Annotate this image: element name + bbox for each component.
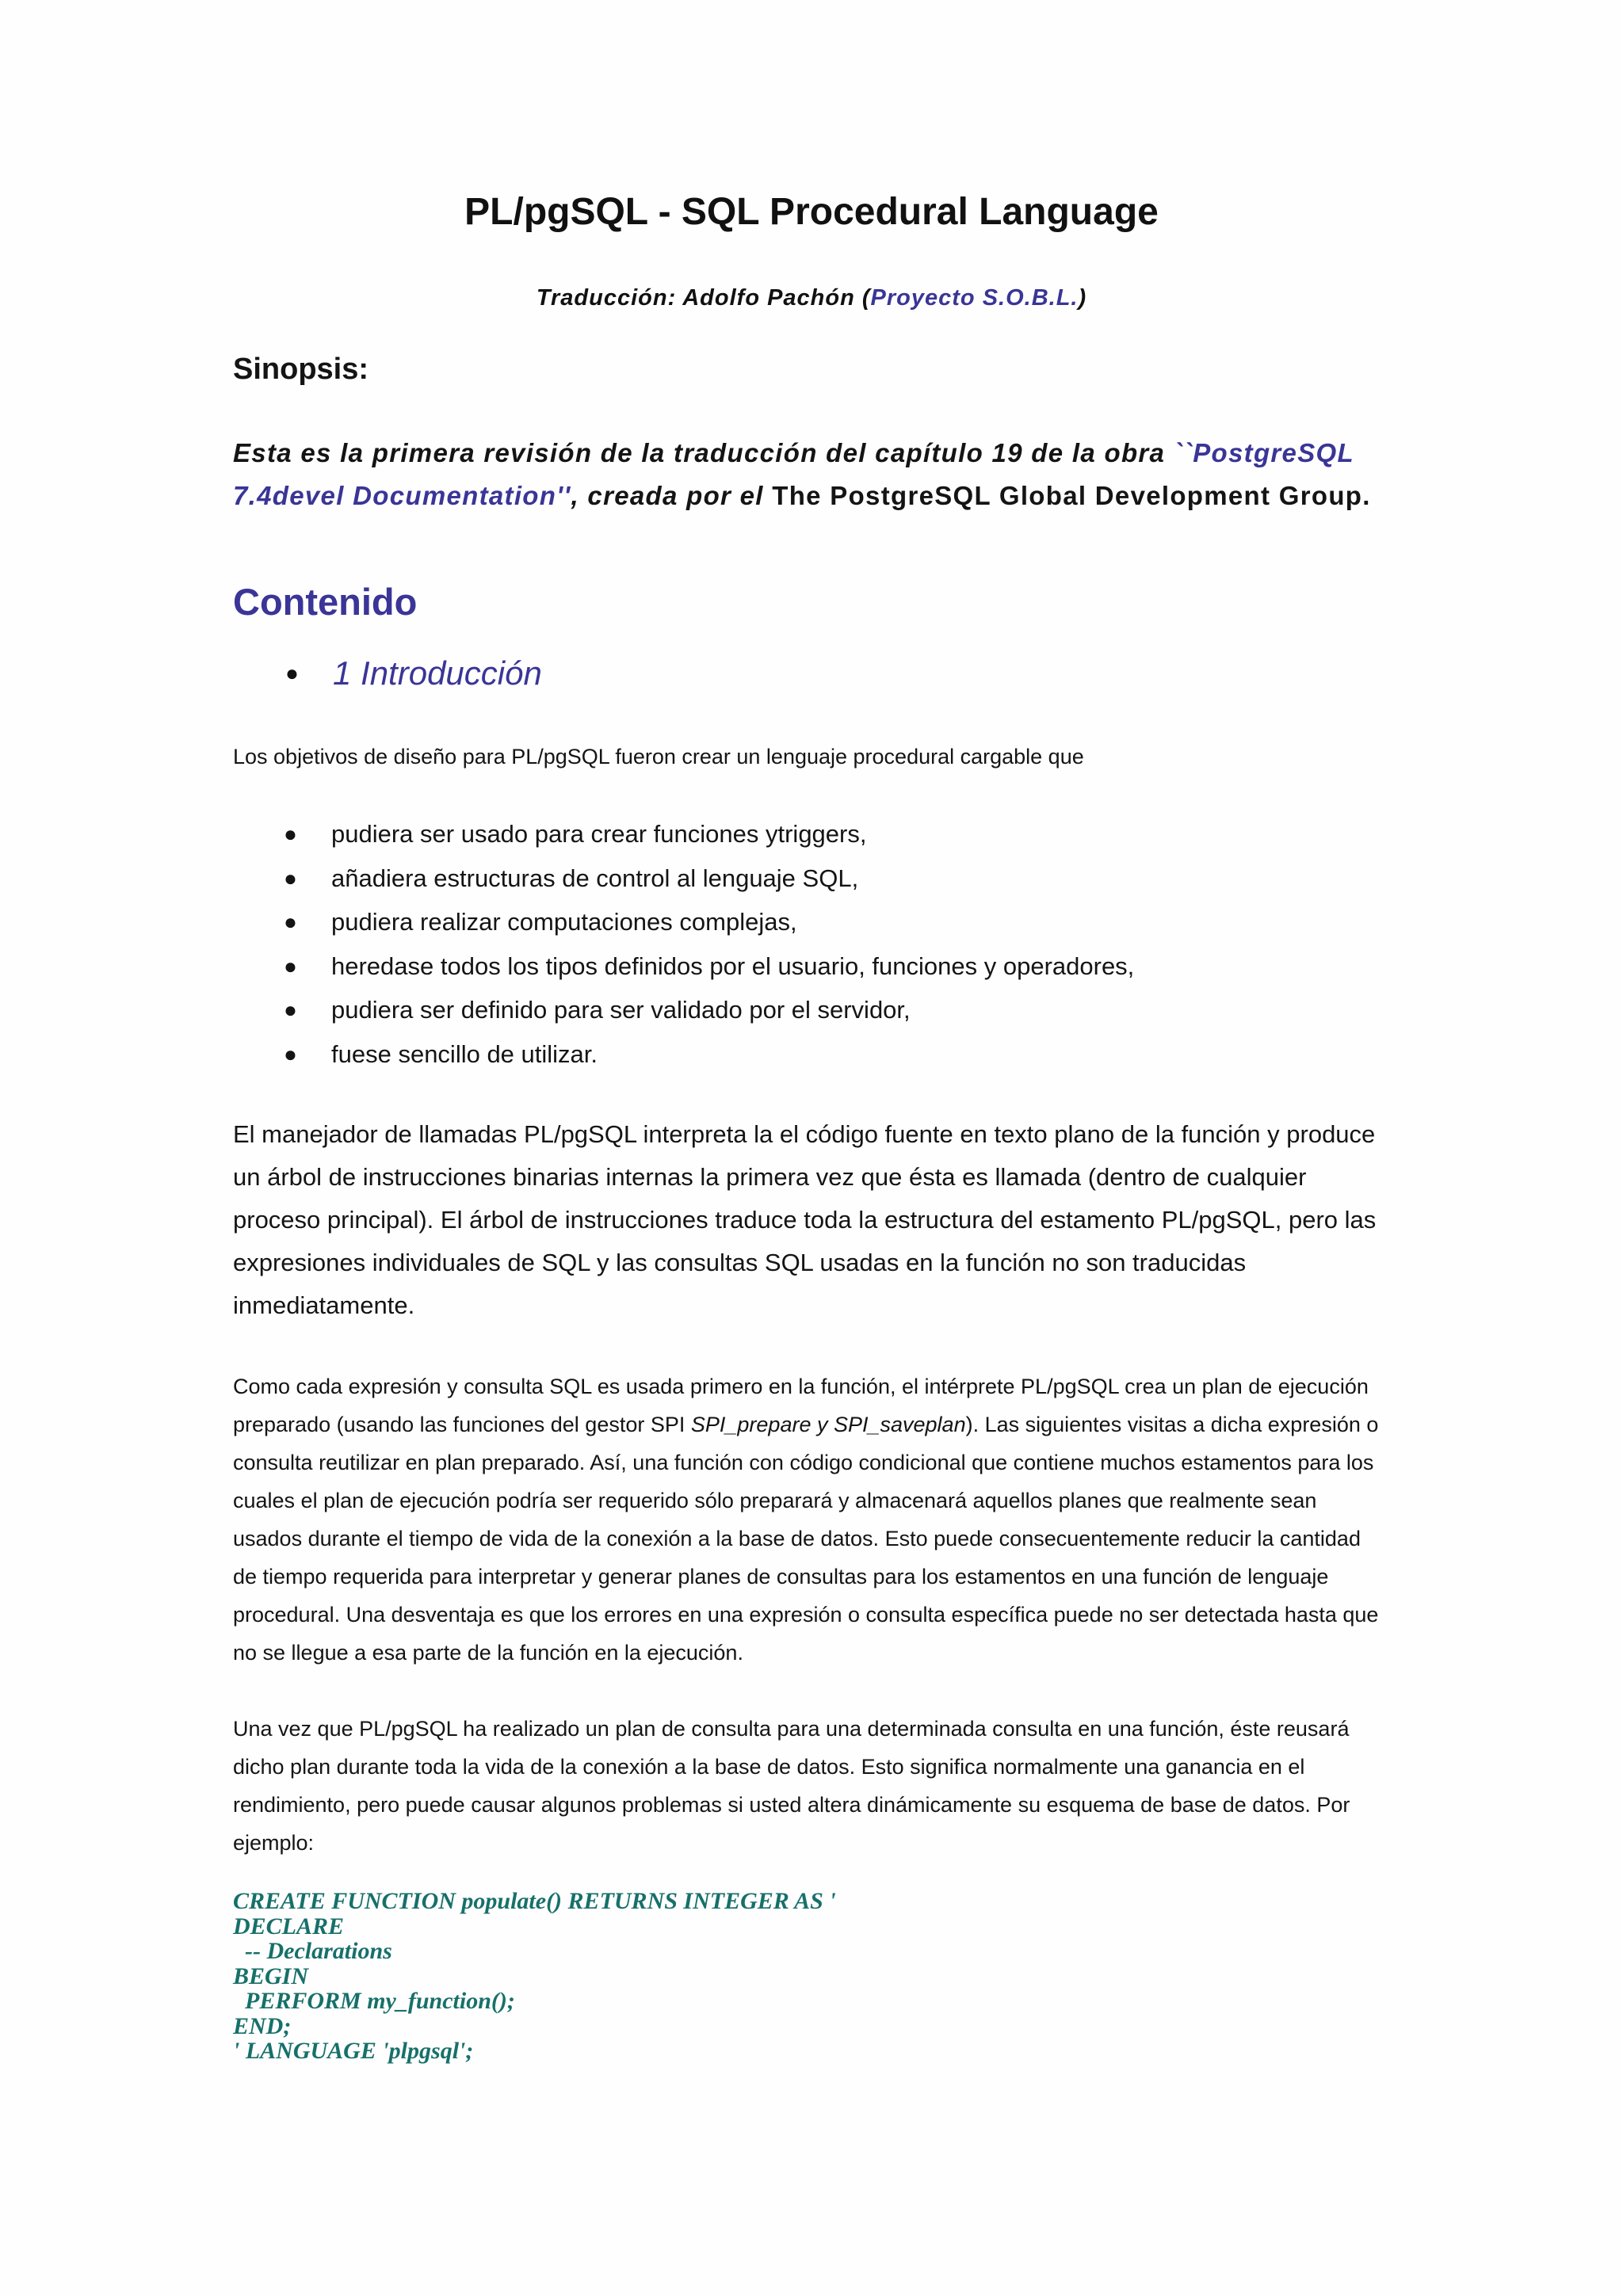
- design-goals-list: [233, 812, 1390, 1076]
- code-line: DECLARE: [233, 1913, 345, 1939]
- sinopsis-text-plain: The PostgreSQL Global Development Group.: [772, 481, 1371, 510]
- toc-item-label[interactable]: 1 Introducción: [333, 654, 542, 692]
- list-item: [233, 900, 1390, 944]
- paragraph-text: ). Las siguientes visitas a dicha expresión o consulta reutilizar en plan preparado. Así, una función con código condicional que contiene muchos estamentos para los cuales el plan de ejecución podría ser requerido sólo preparará y almacenará aquellos planes que realmente sean usados durante el tiempo de vida de la conexión a la base de datos. Esto puede consecuentemente reducir la cantidad de tiempo requerida para interpretar y generar planes de consultas para los estamentos en una función de lenguaje procedural. Una desventaja es que los errores en una expresión o consulta específica puede no ser detectada hasta que no se llegue a esa parte de la función en la ejecución.: [233, 1413, 1379, 1665]
- bullet-icon: ●: [284, 910, 297, 934]
- bullet-icon: ●: [284, 865, 297, 891]
- proyecto-sobl-link[interactable]: Proyecto S.O.B.L.: [870, 285, 1079, 311]
- list-item-text: fuese sencillo de utilizar.: [331, 1039, 598, 1068]
- contenido-heading: Contenido: [233, 581, 418, 623]
- sinopsis-heading: Sinopsis:: [233, 353, 369, 386]
- list-item-text: pudiera ser definido para ser validado por el servidor,: [331, 996, 911, 1024]
- list-item: [233, 988, 1390, 1032]
- code-line: CREATE FUNCTION populate() RETURNS INTEGER AS ': [233, 1888, 836, 1914]
- list-item: [233, 856, 1390, 901]
- postgresql-docs-link[interactable]: ``PostgreSQL 7.4devel Documentation'': [233, 438, 1354, 510]
- bullet-icon: ●: [284, 1041, 297, 1066]
- credit-prefix: Traducción: Adolfo Pachón (: [536, 285, 871, 311]
- paragraph-plan-reuse: Una vez que PL/pgSQL ha realizado un plan de consulta para una determinada consulta en una función, éste reusará dicho plan durante toda la vida de la conexión a la base de datos. Esto significa normalmente una ganancia en el rendimiento, pero puede causar algunos problemas si usted altera dinámicamente su esquema de base de datos. Por ejemplo:: [233, 1717, 1350, 1855]
- list-item-text: pudiera realizar computaciones complejas,: [331, 908, 797, 936]
- bullet-icon: ●: [284, 953, 297, 978]
- code-line: END;: [233, 2012, 292, 2039]
- bullet-icon: ●: [284, 997, 297, 1022]
- list-item: [233, 1032, 1390, 1077]
- code-line: BEGIN: [233, 1962, 309, 1989]
- sinopsis-text-before: Esta es la primera revisión de la traducción del capítulo 19 de la obra: [233, 438, 1174, 467]
- table-of-contents: [233, 650, 1390, 697]
- bullet-icon: ●: [285, 661, 299, 685]
- paragraph-execution-plan: [233, 1367, 1390, 1672]
- list-item-text: heredase todos los tipos definidos por el usuario, funciones y operadores,: [331, 952, 1135, 980]
- code-example: [233, 1889, 1390, 2064]
- sinopsis-text-middle: , creada por el: [571, 481, 773, 510]
- paragraph-text: Como cada expresión y consulta SQL es usada primero en la función, el intérprete PL/pgSQL crea un plan de ejecución preparado (usando las funciones del gestor SPI: [233, 1375, 1369, 1436]
- sinopsis-text: [233, 432, 1390, 517]
- credit-suffix: ): [1078, 285, 1087, 311]
- toc-item-introduccion[interactable]: [233, 650, 1390, 697]
- intro-lead: Los objetivos de diseño para PL/pgSQL fueron crear un lenguaje procedural cargable que: [233, 745, 1084, 769]
- paragraph-call-handler: El manejador de llamadas PL/pgSQL interpreta la el código fuente en texto plano de la función y produce un árbol de instrucciones binarias internas la primera vez que ésta es llamada (dentro de cualquier proceso principal). El árbol de instrucciones traduce toda la estructura del estamento PL/pgSQL, pero las expresiones individuales de SQL y las consultas SQL usadas en la función no son traducidas inmediatamente.: [233, 1120, 1377, 1319]
- code-line: PERFORM my_function();: [233, 1988, 515, 2014]
- code-line: ' LANGUAGE 'plpgsql';: [233, 2038, 474, 2064]
- bullet-icon: ●: [284, 822, 297, 846]
- list-item-text: pudiera ser usado para crear funciones ytriggers,: [331, 820, 867, 848]
- code-line: -- Declarations: [233, 1938, 392, 1964]
- list-item-text: añadiera estructuras de control al lenguaje SQL,: [331, 864, 859, 892]
- list-item: [233, 812, 1390, 856]
- translation-credit: [0, 285, 1623, 311]
- spi-functions-text: SPI_prepare y SPI_saveplan: [690, 1413, 966, 1436]
- page-title: PL/pgSQL - SQL Procedural Language: [464, 191, 1159, 233]
- list-item: [233, 944, 1390, 989]
